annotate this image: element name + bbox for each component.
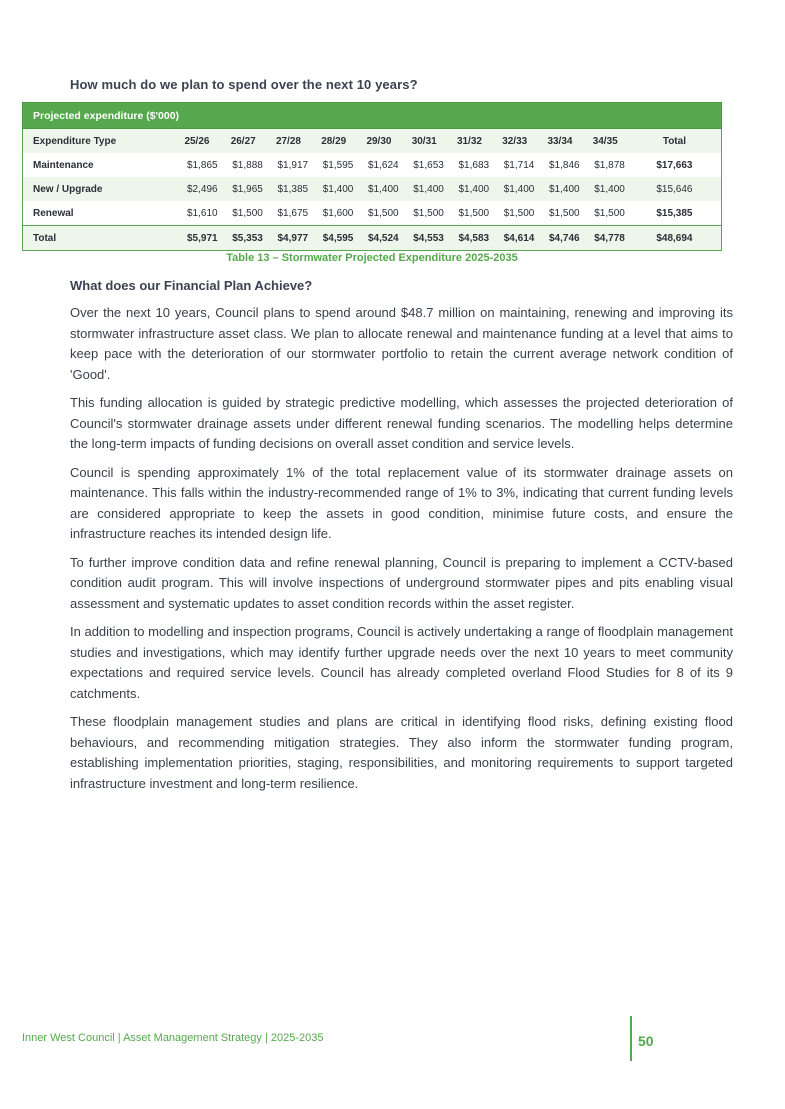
table-cell: $1,610 xyxy=(173,201,220,226)
table-row xyxy=(23,201,722,226)
table-cell: $1,400 xyxy=(311,177,356,201)
table-cell: $4,614 xyxy=(492,226,537,251)
table-cell: $4,524 xyxy=(356,226,401,251)
table-cell: $1,500 xyxy=(447,201,492,226)
table-cell: $1,600 xyxy=(311,201,356,226)
section-subheading: What does our Financial Plan Achieve? xyxy=(70,278,313,293)
row-total: $15,385 xyxy=(628,201,722,226)
table-cell: $1,595 xyxy=(311,153,356,177)
paragraph: These floodplain management studies and plans are critical in identifying flood risks, defining existing flood behaviours, and recommending mitigation strategies. They also inform the stormwater funding program, establishing implementation priorities, staging, responsibilities, and monitoring requirements to support targeted infrastructure investment and long-term resilience. xyxy=(70,714,733,791)
paragraph: In addition to modelling and inspection programs, Council is actively undertaking a range of floodplain management studies and investigations, which may identify further upgrade needs over the next 10 years to meet community expectations and required service levels. Council has already completed overland Flood Studies for 8 of its 9 catchments. xyxy=(70,624,733,701)
table-cell: $1,400 xyxy=(447,177,492,201)
paragraph: Council is spending approximately 1% of the total replacement value of its stormwater drainage assets on maintenance. This falls within the industry-recommended range of 1% to 3%, indicating that current funding levels are considered appropriate to keep the assets in good condition, minimise future costs, and ensure the infrastructure reaches its intended design life. xyxy=(70,464,733,541)
table-cell: $1,500 xyxy=(537,201,582,226)
table-cell: $1,500 xyxy=(221,201,266,226)
table-cell: $4,583 xyxy=(447,226,492,251)
row-total: $17,663 xyxy=(628,153,722,177)
row-total: $48,694 xyxy=(628,226,722,251)
table-row xyxy=(23,177,722,201)
table-caption: Table 13 – Stormwater Projected Expenditure 2025-2035 xyxy=(226,252,518,264)
table-title: Projected expenditure ($'000) xyxy=(23,103,722,129)
table-title-row xyxy=(23,103,722,129)
column-header: 30/31 xyxy=(402,129,447,154)
table-cell: $4,977 xyxy=(266,226,311,251)
paragraph: To further improve condition data and refine renewal planning, Council is preparing to implement a CCTV-based condition audit program. This will involve inspections of underground stormwater pipes and pits enabling visual assessment and systematic updates to asset condition records within the asset register. xyxy=(70,554,733,611)
table-cell: $1,888 xyxy=(221,153,266,177)
column-header: 27/28 xyxy=(266,129,311,154)
section-heading: How much do we plan to spend over the next 10 years? xyxy=(70,77,418,92)
table-row xyxy=(23,153,722,177)
column-header: 34/35 xyxy=(583,129,628,154)
row-label: Renewal xyxy=(23,201,174,226)
table-cell: $1,653 xyxy=(402,153,447,177)
table-cell: $1,878 xyxy=(583,153,628,177)
table-cell: $4,553 xyxy=(402,226,447,251)
table-cell: $1,400 xyxy=(537,177,582,201)
row-label: Total xyxy=(23,226,174,251)
table-cell: $2,496 xyxy=(173,177,220,201)
table-cell: $1,500 xyxy=(583,201,628,226)
table-cell: $1,965 xyxy=(221,177,266,201)
table-cell: $1,624 xyxy=(356,153,401,177)
table-cell: $1,385 xyxy=(266,177,311,201)
table-cell: $1,714 xyxy=(492,153,537,177)
table-cell: $1,400 xyxy=(402,177,447,201)
table-cell: $1,683 xyxy=(447,153,492,177)
table-total-row xyxy=(23,226,722,251)
table-cell: $4,778 xyxy=(583,226,628,251)
table-cell: $1,846 xyxy=(537,153,582,177)
table-cell: $4,595 xyxy=(311,226,356,251)
footer-divider xyxy=(630,1016,632,1061)
table-cell: $4,746 xyxy=(537,226,582,251)
column-header: 33/34 xyxy=(537,129,582,154)
table-cell: $1,500 xyxy=(356,201,401,226)
table-cell: $1,500 xyxy=(492,201,537,226)
table-cell: $1,400 xyxy=(356,177,401,201)
row-label: Maintenance xyxy=(23,153,174,177)
table-cell: $1,400 xyxy=(492,177,537,201)
table-header-row xyxy=(23,129,722,154)
column-header: 29/30 xyxy=(356,129,401,154)
table-cell: $1,865 xyxy=(173,153,220,177)
column-header: 31/32 xyxy=(447,129,492,154)
page-number: 50 xyxy=(638,1033,654,1049)
expenditure-table xyxy=(22,102,722,251)
table-cell: $1,500 xyxy=(402,201,447,226)
paragraph: Over the next 10 years, Council plans to spend around $48.7 million on maintaining, renewing and improving its stormwater infrastructure asset class. We plan to allocate renewal and maintenance funding at a level that aims to keep pace with the deterioration of our stormwater portfolio to retain the current average network condition of 'Good'. xyxy=(70,305,733,382)
row-label: New / Upgrade xyxy=(23,177,174,201)
column-header: 28/29 xyxy=(311,129,356,154)
column-header: 25/26 xyxy=(173,129,220,154)
paragraph: This funding allocation is guided by strategic predictive modelling, which assesses the projected deterioration of Council's stormwater drainage assets under different renewal funding scenarios. The modelling helps determine the long-term impacts of funding decisions on overall asset condition and service levels. xyxy=(70,395,733,451)
body-text xyxy=(70,303,733,802)
row-total: $15,646 xyxy=(628,177,722,201)
column-header: Total xyxy=(628,129,722,154)
column-header: Expenditure Type xyxy=(23,129,174,154)
column-header: 26/27 xyxy=(221,129,266,154)
column-header: 32/33 xyxy=(492,129,537,154)
table-cell: $1,400 xyxy=(583,177,628,201)
table-cell: $1,917 xyxy=(266,153,311,177)
table-cell: $1,675 xyxy=(266,201,311,226)
table-cell: $5,971 xyxy=(173,226,220,251)
footer-text: Inner West Council | Asset Management Strategy | 2025-2035 xyxy=(22,1032,324,1044)
table-cell: $5,353 xyxy=(221,226,266,251)
